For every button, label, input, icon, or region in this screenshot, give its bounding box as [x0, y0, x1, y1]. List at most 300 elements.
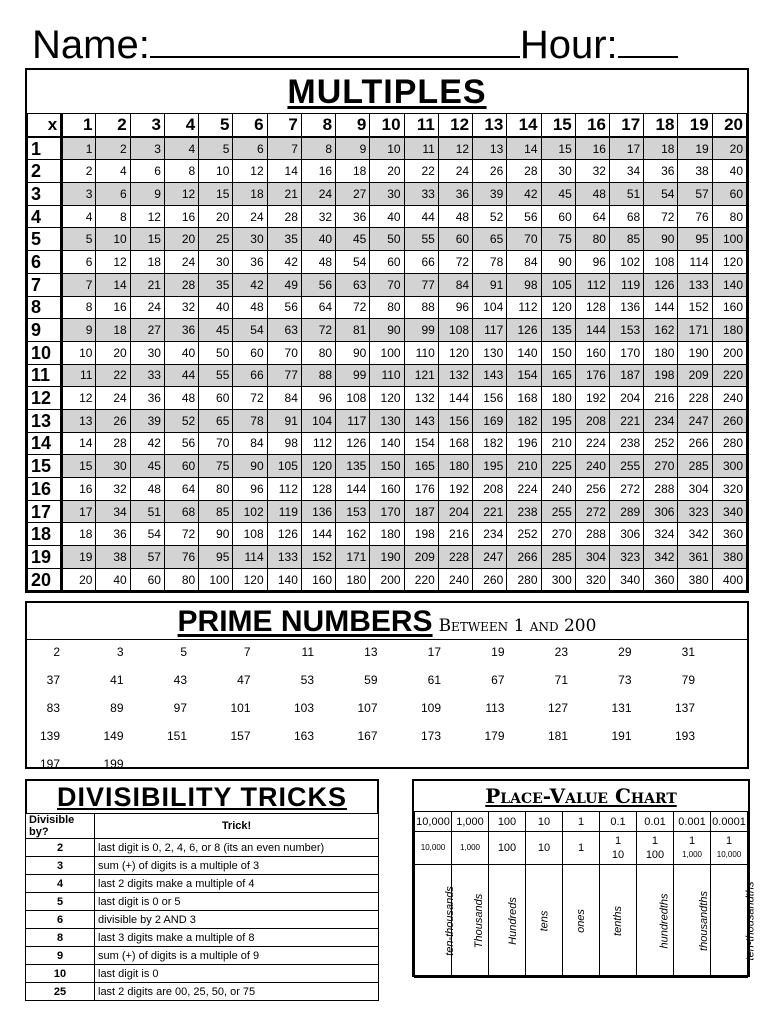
product-cell: 126 [644, 273, 678, 296]
product-cell: 70 [370, 273, 404, 296]
product-cell: 285 [678, 455, 712, 478]
product-cell: 340 [609, 568, 643, 591]
product-cell: 6 [130, 160, 164, 183]
product-cell: 96 [301, 387, 335, 410]
product-cell: 72 [644, 205, 678, 228]
product-cell: 7 [267, 137, 301, 160]
table-row [28, 568, 747, 591]
product-cell: 114 [678, 251, 712, 274]
product-cell: 95 [199, 546, 233, 569]
table-row [28, 341, 747, 364]
product-cell: 78 [473, 251, 507, 274]
prime-number: 43 [173, 673, 187, 687]
product-cell: 56 [507, 205, 541, 228]
product-cell: 272 [575, 500, 609, 523]
product-cell: 72 [301, 319, 335, 342]
col-header: 5 [199, 114, 233, 137]
product-cell: 240 [541, 478, 575, 501]
prime-number: 173 [420, 729, 441, 743]
product-cell: 198 [404, 523, 438, 546]
place-name: hundredths [637, 865, 674, 978]
table-row [28, 251, 747, 274]
product-cell: 221 [473, 500, 507, 523]
product-cell: 3 [130, 137, 164, 160]
product-cell: 209 [678, 364, 712, 387]
trick-text: last 2 digits are 00, 25, 50, or 75 [95, 983, 379, 1001]
product-cell: 96 [233, 478, 267, 501]
product-cell: 176 [575, 364, 609, 387]
product-cell: 140 [507, 341, 541, 364]
product-cell: 40 [199, 296, 233, 319]
product-cell: 32 [96, 478, 130, 501]
product-cell: 48 [130, 478, 164, 501]
prime-number: 47 [237, 673, 251, 687]
product-cell: 55 [404, 228, 438, 251]
prime-number: 151 [166, 729, 187, 743]
prime-number: 167 [357, 729, 378, 743]
table-row [28, 500, 747, 523]
product-cell: 16 [575, 137, 609, 160]
prime-number: 179 [484, 729, 505, 743]
product-cell: 306 [644, 500, 678, 523]
table-row [26, 875, 379, 893]
product-cell: 50 [370, 228, 404, 251]
product-cell: 153 [609, 319, 643, 342]
divisor: 5 [26, 893, 95, 911]
product-cell: 57 [130, 546, 164, 569]
product-cell: 49 [267, 273, 301, 296]
col-divisible-by: Divisible by? [26, 814, 95, 839]
header [32, 18, 678, 70]
product-cell: 70 [507, 228, 541, 251]
product-cell: 224 [575, 432, 609, 455]
product-cell: 42 [507, 183, 541, 206]
product-cell: 9 [130, 183, 164, 206]
product-cell: 33 [130, 364, 164, 387]
product-cell: 13 [473, 137, 507, 160]
product-cell: 221 [609, 409, 643, 432]
trick-text: sum (+) of digits is a multiple of 3 [95, 857, 379, 875]
product-cell: 35 [199, 273, 233, 296]
product-cell: 18 [62, 523, 96, 546]
product-cell: 80 [575, 228, 609, 251]
multiplication-table [27, 113, 747, 591]
row-header: 13 [28, 409, 62, 432]
product-cell: 80 [301, 341, 335, 364]
product-cell: 63 [336, 273, 370, 296]
product-cell: 360 [712, 523, 746, 546]
product-cell: 192 [575, 387, 609, 410]
place-fraction: 1 10,000 [711, 832, 748, 865]
table-row [26, 983, 379, 1001]
product-cell: 176 [404, 478, 438, 501]
product-cell: 56 [301, 273, 335, 296]
table-row [26, 911, 379, 929]
row-header: 1 [28, 137, 62, 160]
prime-number: 139 [39, 729, 60, 743]
product-cell: 45 [199, 319, 233, 342]
product-cell: 180 [438, 455, 472, 478]
product-cell: 78 [233, 409, 267, 432]
row-header: 15 [28, 455, 62, 478]
product-cell: 120 [712, 251, 746, 274]
table-row [28, 387, 747, 410]
product-cell: 68 [164, 500, 198, 523]
product-cell: 44 [164, 364, 198, 387]
product-cell: 126 [507, 319, 541, 342]
product-cell: 80 [370, 296, 404, 319]
product-cell: 11 [62, 364, 96, 387]
product-cell: 136 [609, 296, 643, 319]
product-cell: 48 [438, 205, 472, 228]
product-cell: 144 [575, 319, 609, 342]
prime-number: 11 [301, 645, 314, 659]
product-cell: 285 [541, 546, 575, 569]
product-cell: 160 [575, 341, 609, 364]
place-name: thousandths [674, 865, 711, 978]
place-value: 10,000 [415, 812, 452, 832]
product-cell: 105 [267, 455, 301, 478]
product-cell: 104 [473, 296, 507, 319]
product-cell: 5 [62, 228, 96, 251]
product-cell: 140 [267, 568, 301, 591]
col-header: 19 [678, 114, 712, 137]
product-cell: 24 [438, 160, 472, 183]
product-cell: 114 [233, 546, 267, 569]
product-cell: 200 [712, 341, 746, 364]
product-cell: 14 [267, 160, 301, 183]
product-cell: 21 [130, 273, 164, 296]
product-cell: 144 [644, 296, 678, 319]
product-cell: 80 [199, 478, 233, 501]
product-cell: 112 [575, 273, 609, 296]
product-cell: 18 [130, 251, 164, 274]
product-cell: 72 [438, 251, 472, 274]
row-header: 14 [28, 432, 62, 455]
product-cell: 12 [438, 137, 472, 160]
product-cell: 54 [130, 523, 164, 546]
product-cell: 320 [712, 478, 746, 501]
product-cell: 165 [541, 364, 575, 387]
product-cell: 28 [507, 160, 541, 183]
product-cell: 60 [541, 205, 575, 228]
product-cell: 320 [575, 568, 609, 591]
product-cell: 17 [62, 500, 96, 523]
product-cell: 56 [267, 296, 301, 319]
product-cell: 34 [96, 500, 130, 523]
product-cell: 30 [130, 341, 164, 364]
product-cell: 252 [644, 432, 678, 455]
product-cell: 54 [233, 319, 267, 342]
product-cell: 252 [507, 523, 541, 546]
prime-number: 41 [110, 673, 124, 687]
row-header: 18 [28, 523, 62, 546]
product-cell: 300 [541, 568, 575, 591]
place-name: ones [563, 865, 600, 978]
row-header: 2 [28, 160, 62, 183]
product-cell: 204 [609, 387, 643, 410]
product-cell: 144 [438, 387, 472, 410]
product-cell: 234 [644, 409, 678, 432]
product-cell: 171 [678, 319, 712, 342]
product-cell: 26 [473, 160, 507, 183]
place-value: 0.1 [600, 812, 637, 832]
product-cell: 288 [575, 523, 609, 546]
col-header: 3 [130, 114, 164, 137]
product-cell: 288 [644, 478, 678, 501]
product-cell: 208 [473, 478, 507, 501]
place-value-table [414, 811, 757, 978]
product-cell: 323 [609, 546, 643, 569]
product-cell: 280 [712, 432, 746, 455]
product-cell: 220 [712, 364, 746, 387]
product-cell: 42 [267, 251, 301, 274]
place-fraction: 1,000 [452, 832, 489, 865]
table-row [26, 839, 379, 857]
product-cell: 162 [644, 319, 678, 342]
place-value: 0.001 [674, 812, 711, 832]
product-cell: 272 [609, 478, 643, 501]
product-cell: 11 [404, 137, 438, 160]
product-cell: 27 [336, 183, 370, 206]
prime-number: 67 [491, 673, 505, 687]
row-header: 20 [28, 568, 62, 591]
product-cell: 90 [644, 228, 678, 251]
product-cell: 99 [404, 319, 438, 342]
product-cell: 160 [301, 568, 335, 591]
product-cell: 22 [404, 160, 438, 183]
col-header: 4 [164, 114, 198, 137]
prime-number: 37 [46, 673, 60, 687]
product-cell: 20 [370, 160, 404, 183]
row-header: 16 [28, 478, 62, 501]
table-row [26, 947, 379, 965]
product-cell: 57 [678, 183, 712, 206]
product-cell: 90 [336, 341, 370, 364]
product-cell: 6 [96, 183, 130, 206]
prime-number: 199 [103, 757, 124, 771]
product-cell: 238 [507, 500, 541, 523]
product-cell: 50 [199, 341, 233, 364]
product-cell: 1 [62, 137, 96, 160]
product-cell: 39 [473, 183, 507, 206]
name-blank[interactable] [150, 18, 520, 58]
product-cell: 84 [233, 432, 267, 455]
product-cell: 14 [507, 137, 541, 160]
product-cell: 77 [267, 364, 301, 387]
product-cell: 240 [575, 455, 609, 478]
table-row [28, 546, 747, 569]
prime-number: 5 [180, 645, 187, 659]
col-header: 20 [712, 114, 746, 137]
product-cell: 30 [541, 160, 575, 183]
primes-grid [27, 639, 747, 771]
prime-number: 2 [53, 645, 60, 659]
place-fraction: 1 1,000 [674, 832, 711, 865]
product-cell: 20 [199, 205, 233, 228]
prime-number: 107 [357, 701, 378, 715]
prime-number: 17 [427, 645, 441, 659]
product-cell: 120 [438, 341, 472, 364]
product-cell: 135 [541, 319, 575, 342]
product-cell: 15 [130, 228, 164, 251]
product-cell: 24 [130, 296, 164, 319]
product-cell: 35 [267, 228, 301, 251]
product-cell: 75 [541, 228, 575, 251]
col-header: 16 [575, 114, 609, 137]
product-cell: 209 [404, 546, 438, 569]
product-cell: 48 [301, 251, 335, 274]
hour-blank[interactable] [618, 18, 678, 58]
product-cell: 24 [301, 183, 335, 206]
col-header: 14 [507, 114, 541, 137]
divisor: 10 [26, 965, 95, 983]
product-cell: 180 [644, 341, 678, 364]
product-cell: 289 [609, 500, 643, 523]
product-cell: 400 [712, 568, 746, 591]
trick-text: last 2 digits make a multiple of 4 [95, 875, 379, 893]
product-cell: 98 [507, 273, 541, 296]
table-row [28, 160, 747, 183]
row-header: 12 [28, 387, 62, 410]
product-cell: 4 [164, 137, 198, 160]
product-cell: 121 [404, 364, 438, 387]
product-cell: 26 [96, 409, 130, 432]
product-cell: 65 [473, 228, 507, 251]
product-cell: 63 [267, 319, 301, 342]
table-row [28, 409, 747, 432]
product-cell: 240 [712, 387, 746, 410]
product-cell: 30 [96, 455, 130, 478]
product-cell: 27 [130, 319, 164, 342]
product-cell: 22 [96, 364, 130, 387]
prime-number: 109 [420, 701, 441, 715]
product-cell: 110 [404, 341, 438, 364]
place-fraction: 100 [489, 832, 526, 865]
product-cell: 187 [609, 364, 643, 387]
product-cell: 168 [507, 387, 541, 410]
table-row [28, 137, 747, 160]
product-cell: 9 [62, 319, 96, 342]
product-cell: 8 [96, 205, 130, 228]
col-header: 6 [233, 114, 267, 137]
product-cell: 238 [609, 432, 643, 455]
product-cell: 36 [336, 205, 370, 228]
product-cell: 380 [712, 546, 746, 569]
product-cell: 143 [473, 364, 507, 387]
product-cell: 128 [301, 478, 335, 501]
multiples-chart [25, 68, 749, 593]
product-cell: 195 [473, 455, 507, 478]
row-header: 8 [28, 296, 62, 319]
product-cell: 15 [541, 137, 575, 160]
product-cell: 42 [130, 432, 164, 455]
divisor: 3 [26, 857, 95, 875]
product-cell: 119 [609, 273, 643, 296]
product-cell: 260 [473, 568, 507, 591]
product-cell: 96 [575, 251, 609, 274]
product-cell: 80 [712, 205, 746, 228]
product-cell: 28 [96, 432, 130, 455]
product-cell: 96 [438, 296, 472, 319]
product-cell: 84 [438, 273, 472, 296]
product-cell: 304 [678, 478, 712, 501]
product-cell: 75 [199, 455, 233, 478]
product-cell: 32 [575, 160, 609, 183]
product-cell: 80 [164, 568, 198, 591]
prime-number: 3 [116, 645, 124, 659]
table-row [28, 228, 747, 251]
product-cell: 40 [712, 160, 746, 183]
product-cell: 195 [541, 409, 575, 432]
product-cell: 190 [370, 546, 404, 569]
place-value: 1,000 [452, 812, 489, 832]
product-cell: 44 [404, 205, 438, 228]
product-cell: 153 [336, 500, 370, 523]
product-cell: 156 [438, 409, 472, 432]
product-cell: 68 [609, 205, 643, 228]
table-row [26, 857, 379, 875]
product-cell: 77 [404, 273, 438, 296]
product-cell: 38 [678, 160, 712, 183]
product-cell: 342 [644, 546, 678, 569]
prime-number: 103 [293, 701, 314, 715]
product-cell: 120 [301, 455, 335, 478]
trick-text: divisible by 2 AND 3 [95, 911, 379, 929]
prime-number: 137 [674, 701, 695, 715]
product-cell: 70 [199, 432, 233, 455]
prime-number: 163 [293, 729, 314, 743]
trick-text: last 3 digits make a multiple of 8 [95, 929, 379, 947]
divisor: 6 [26, 911, 95, 929]
product-cell: 8 [301, 137, 335, 160]
product-cell: 132 [404, 387, 438, 410]
product-cell: 12 [130, 205, 164, 228]
multiples-title: MULTIPLES [287, 73, 487, 111]
row-header: 7 [28, 273, 62, 296]
product-cell: 154 [507, 364, 541, 387]
product-cell: 224 [507, 478, 541, 501]
product-cell: 14 [62, 432, 96, 455]
product-cell: 117 [336, 409, 370, 432]
col-header: 12 [438, 114, 472, 137]
product-cell: 12 [233, 160, 267, 183]
product-cell: 99 [336, 364, 370, 387]
product-cell: 38 [96, 546, 130, 569]
row-header: 10 [28, 341, 62, 364]
product-cell: 135 [336, 455, 370, 478]
product-cell: 208 [575, 409, 609, 432]
product-cell: 192 [438, 478, 472, 501]
place-value: 1 [563, 812, 600, 832]
col-header: 1 [62, 114, 96, 137]
product-cell: 45 [541, 183, 575, 206]
divisibility-title: DIVISIBILITY TRICKS [25, 779, 379, 813]
product-cell: 72 [336, 296, 370, 319]
product-cell: 36 [164, 319, 198, 342]
product-cell: 33 [404, 183, 438, 206]
product-cell: 60 [233, 341, 267, 364]
product-cell: 152 [301, 546, 335, 569]
prime-number: 83 [46, 701, 60, 715]
product-cell: 180 [336, 568, 370, 591]
product-cell: 85 [199, 500, 233, 523]
product-cell: 4 [62, 205, 96, 228]
col-trick: Trick! [95, 814, 379, 839]
product-cell: 14 [96, 273, 130, 296]
row-header: 6 [28, 251, 62, 274]
place-value: 10 [526, 812, 563, 832]
